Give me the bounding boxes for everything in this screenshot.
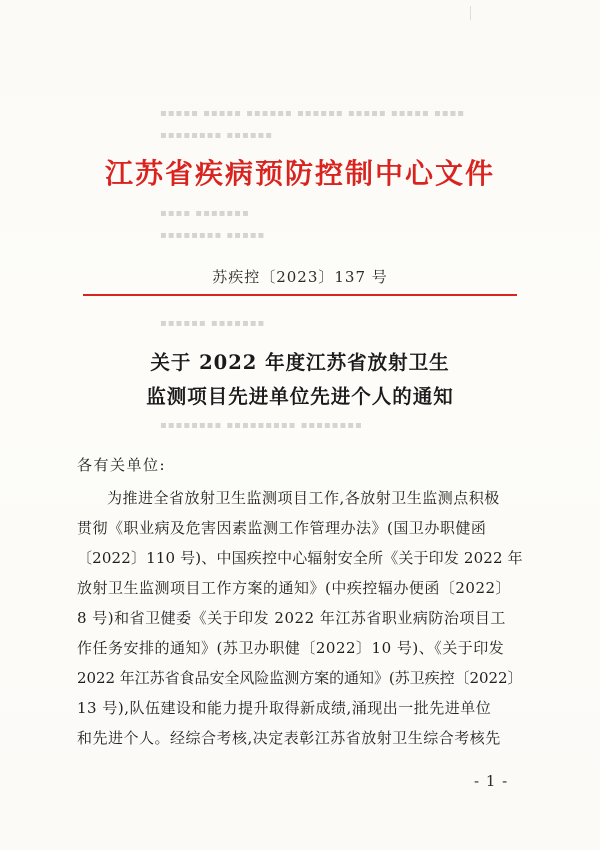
bleed-through-text: ▪▪▪▪▪ ▪▪▪▪▪ ▪▪▪▪▪▪ ▪▪▪▪▪▪ ▪▪▪▪▪ ▪▪▪▪▪ ▪▪▪▪ (160, 108, 466, 119)
notice-title-line-1: 关于 2022 年度江苏省放射卫生 (150, 351, 450, 374)
body-paragraph-line: 为推进全省放射卫生监测项目工作,各放射卫生监测点积极 (107, 489, 500, 507)
body-paragraph-line: 贯彻《职业病及危害因素监测工作管理办法》(国卫办职健函 (77, 519, 487, 537)
document-number: 苏疾控〔2023〕137 号 (212, 268, 388, 286)
body-paragraph-line: 和先进个人。经综合考核,决定表彰江苏省放射卫生综合考核先 (77, 729, 501, 747)
bleed-through-text: ▪▪▪▪▪▪▪▪ ▪▪▪▪▪▪ (160, 130, 274, 141)
bleed-through-text: ▪▪▪▪▪▪▪▪ ▪▪▪▪▪ (160, 230, 266, 241)
notice-title-line-2: 监测项目先进单位先进个人的通知 (146, 385, 454, 408)
body-paragraph-line: 2022 年江苏省食品安全风险监测方案的通知》(苏卫疾控〔2022〕 (77, 669, 523, 687)
body-paragraph-line: 〔2022〕110 号)、中国疾控中心辐射安全所《关于印发 2022 年 (77, 549, 523, 567)
scan-edge-mark (470, 6, 479, 20)
body-paragraph-line: 放射卫生监测项目工作方案的通知》(中疾控辐办便函〔2022〕 (77, 579, 512, 597)
bleed-through-text: ▪▪▪▪ ▪▪▪▪▪▪▪ (160, 208, 250, 219)
body-paragraph-line: 8 号)和省卫健委《关于印发 2022 年江苏省职业病防治项目工 (77, 609, 506, 627)
issuing-org-title: 江苏省疾病预防控制中心文件 (104, 157, 495, 190)
body-paragraph-line: 13 号),队伍建设和能力提升取得新成绩,涌现出一批先进单位 (77, 699, 492, 717)
bleed-through-text: ▪▪▪▪▪▪▪▪ ▪▪▪▪▪▪▪▪▪ ▪▪▪▪▪▪▪▪ (160, 420, 363, 431)
page-number: - 1 - (474, 772, 509, 790)
body-paragraph-line: 作任务安排的通知》(苏卫办职健〔2022〕10 号)、《关于印发 (77, 639, 505, 657)
bleed-through-text: ▪▪▪▪▪▪ ▪▪▪▪▪▪▪ (160, 318, 266, 329)
salutation: 各有关单位: (77, 456, 167, 474)
red-separator-line (83, 294, 517, 296)
